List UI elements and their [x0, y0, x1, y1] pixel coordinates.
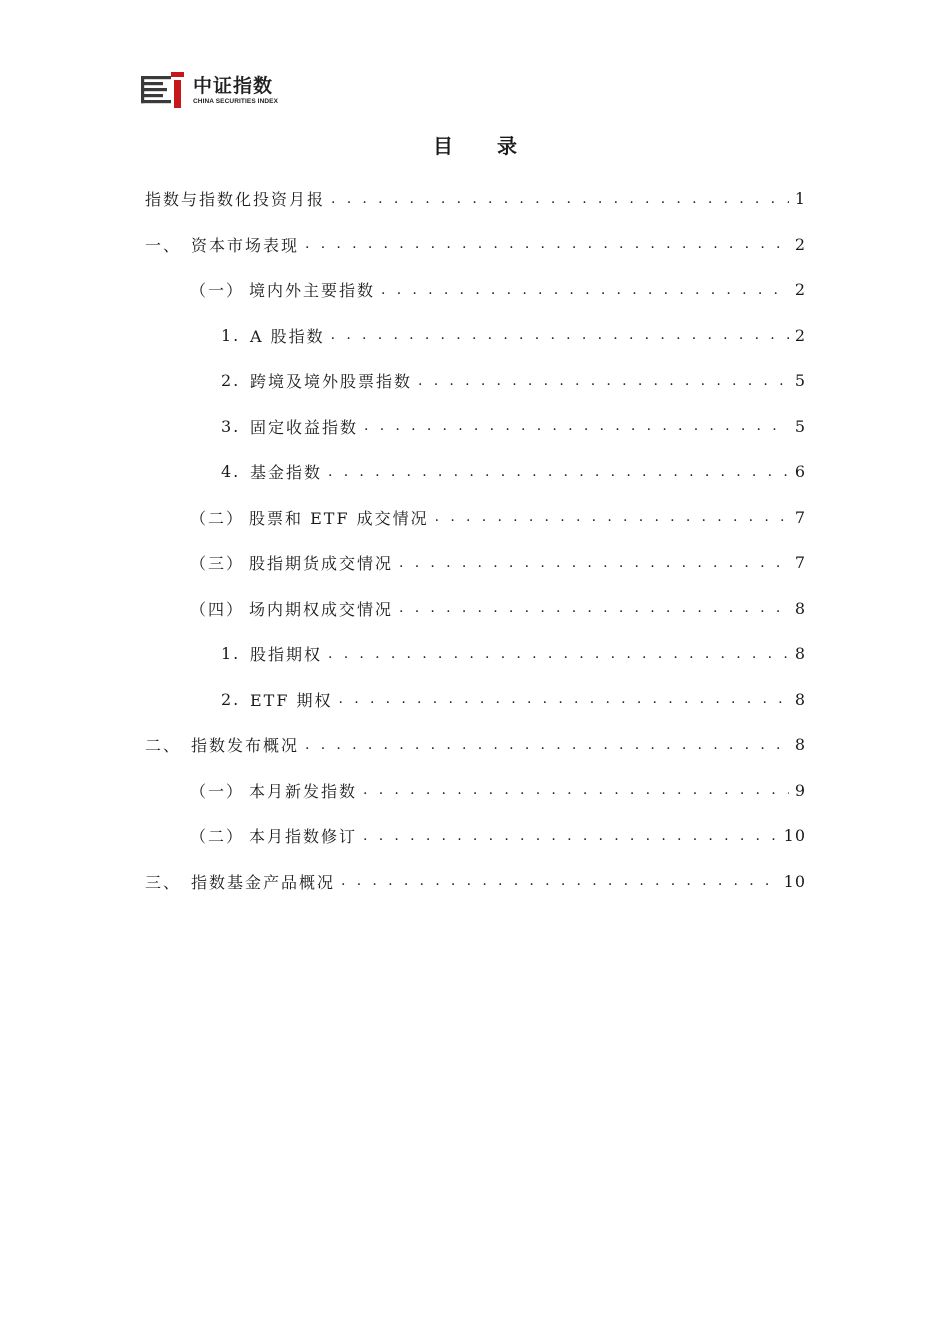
- toc-entry-number: （一）: [190, 281, 245, 301]
- toc-entry-number: （二）: [190, 827, 245, 847]
- logo-chinese-name: 中证指数: [193, 74, 274, 97]
- toc-entry-page-number: 10: [783, 871, 806, 891]
- toc-entry-number: （四）: [190, 599, 245, 619]
- toc-entry-page-number: 7: [794, 553, 806, 573]
- toc-entry-number: 2.: [221, 371, 241, 391]
- toc-entry-label: 本月新发指数: [249, 781, 358, 801]
- toc-entry-label: A 股指数: [250, 326, 325, 346]
- toc-entry[interactable]: [145, 677, 806, 723]
- toc-dot-leader: [399, 600, 789, 616]
- toc-entry-number: 3.: [221, 416, 241, 436]
- toc-entry-page-number: 2: [794, 234, 806, 254]
- toc-dot-leader: [328, 464, 789, 480]
- toc-entry-page-number: 8: [794, 598, 806, 618]
- toc-entry-label: 跨境及境外股票指数: [250, 372, 413, 392]
- toc-entry[interactable]: [145, 404, 806, 450]
- toc-entry-page-number: 6: [794, 462, 806, 482]
- toc-entry[interactable]: [145, 222, 806, 268]
- toc-entry[interactable]: [145, 449, 806, 495]
- toc-dot-leader: [305, 236, 789, 252]
- toc-entry[interactable]: [145, 631, 806, 677]
- toc-entry-number: 1.: [221, 325, 241, 345]
- toc-entry-number: 三、: [145, 872, 182, 892]
- toc-entry-label: 资本市场表现: [191, 235, 300, 255]
- toc-entry-number: 2.: [221, 689, 241, 709]
- toc-entry-label: ETF 期权: [250, 690, 333, 710]
- toc-entry-page-number: 9: [794, 780, 806, 800]
- toc-entry-label: 股指期权: [250, 645, 323, 665]
- toc-entry-number: （三）: [190, 554, 245, 574]
- toc-entry[interactable]: [145, 586, 806, 632]
- toc-entry-number: 1.: [221, 644, 241, 664]
- company-logo: [141, 70, 278, 110]
- toc-entry-page-number: 1: [794, 189, 806, 209]
- toc-dot-leader: [331, 191, 789, 207]
- toc-entry-number: 二、: [145, 736, 182, 756]
- toc-entry-label: 固定收益指数: [250, 417, 359, 437]
- toc-entry-page-number: 10: [783, 826, 806, 846]
- toc-entry[interactable]: [145, 768, 806, 814]
- toc-entry-label: 指数与指数化投资月报: [145, 190, 326, 210]
- toc-entry-label: 基金指数: [250, 463, 323, 483]
- csi-logo-icon: [141, 72, 187, 108]
- toc-entry[interactable]: [145, 813, 806, 859]
- toc-entry[interactable]: [145, 540, 806, 586]
- table-of-contents: [145, 176, 806, 904]
- toc-entry[interactable]: [145, 722, 806, 768]
- toc-entry-label: 股票和 ETF 成交情况: [249, 508, 429, 528]
- toc-dot-leader: [381, 282, 789, 298]
- toc-dot-leader: [305, 737, 789, 753]
- toc-entry-label: 境内外主要指数: [249, 281, 376, 301]
- toc-dot-leader: [331, 327, 789, 343]
- toc-entry-page-number: 8: [794, 689, 806, 709]
- toc-entry-page-number: 5: [794, 371, 806, 391]
- toc-entry-page-number: 2: [794, 280, 806, 300]
- toc-entry[interactable]: [145, 495, 806, 541]
- toc-dot-leader: [339, 691, 789, 707]
- toc-entry[interactable]: [145, 313, 806, 359]
- toc-entry-number: （一）: [190, 781, 245, 801]
- toc-dot-leader: [341, 873, 778, 889]
- toc-dot-leader: [399, 555, 789, 571]
- toc-entry-label: 本月指数修订: [249, 827, 358, 847]
- toc-entry-page-number: 8: [794, 735, 806, 755]
- toc-entry[interactable]: [145, 176, 806, 222]
- logo-english-name: CHINA SECURITIES INDEX: [193, 97, 279, 105]
- toc-entry-number: （二）: [190, 508, 245, 528]
- toc-entry-label: 指数基金产品概况: [191, 872, 336, 892]
- toc-dot-leader: [418, 373, 789, 389]
- toc-entry-page-number: 8: [794, 644, 806, 664]
- toc-dot-leader: [328, 646, 789, 662]
- toc-entry-number: 4.: [221, 462, 241, 482]
- toc-entry-label: 场内期权成交情况: [249, 599, 394, 619]
- toc-entry[interactable]: [145, 358, 806, 404]
- toc-title: 目录: [433, 134, 561, 158]
- toc-entry-page-number: 2: [794, 325, 806, 345]
- toc-dot-leader: [435, 509, 789, 525]
- toc-entry[interactable]: [145, 267, 806, 313]
- toc-entry-label: 指数发布概况: [191, 736, 300, 756]
- toc-dot-leader: [364, 418, 789, 434]
- toc-entry[interactable]: [145, 859, 806, 905]
- toc-entry-page-number: 7: [794, 507, 806, 527]
- toc-entry-label: 股指期货成交情况: [249, 554, 394, 574]
- toc-entry-number: 一、: [145, 235, 182, 255]
- toc-dot-leader: [363, 782, 789, 798]
- toc-entry-page-number: 5: [794, 416, 806, 436]
- toc-dot-leader: [363, 828, 778, 844]
